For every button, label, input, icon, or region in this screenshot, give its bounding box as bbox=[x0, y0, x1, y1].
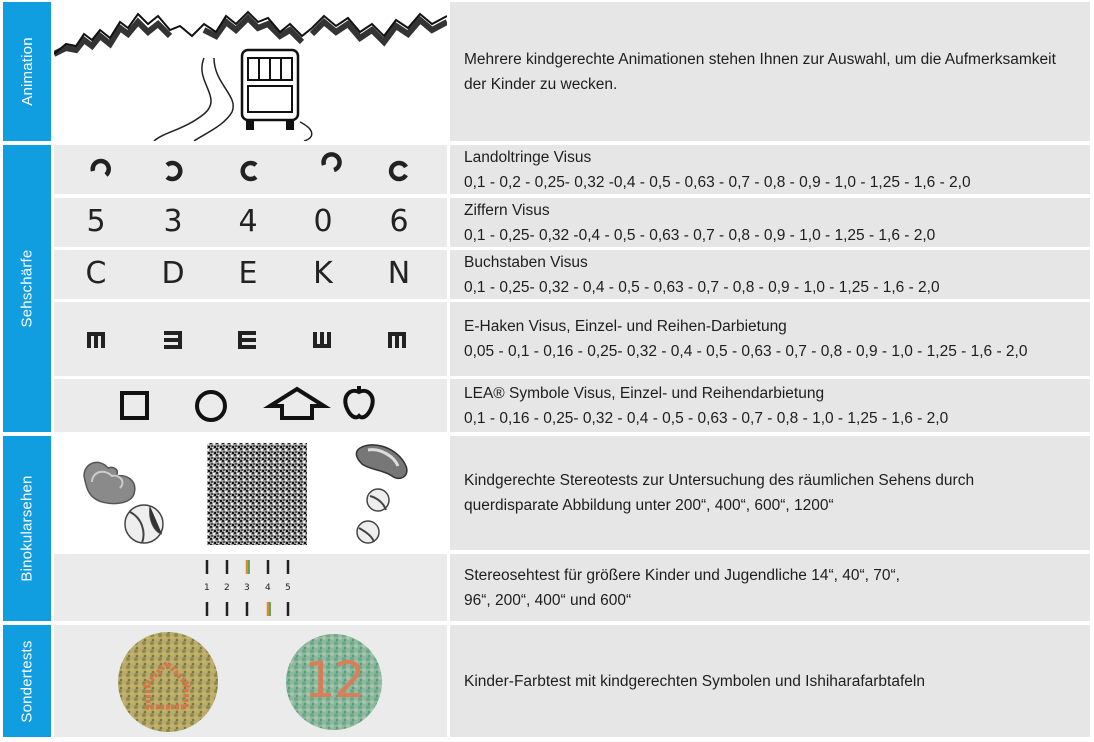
ziffern-glyph-4: 0 bbox=[313, 204, 333, 239]
lea-house-icon bbox=[270, 389, 324, 418]
ziffern-glyph-5: 6 bbox=[389, 204, 409, 239]
stereo-kids-text: Kindgerechte Stereotests zur Untersuchung des räumlichen Sehens durch querdisparate Abbildung unter 200“, 400“, 600“, 1200“ bbox=[464, 472, 975, 514]
ziffern-values: 0,1 - 0,25- 0,32 -0,4 - 0,5 - 0,63 - 0,7 - 0,8 - 0,9 - 1,0 - 1,25 - 1,6 - 2,0 bbox=[464, 226, 936, 244]
stereo-number-1: 1 bbox=[204, 583, 210, 593]
buchstaben-glyph-4: K bbox=[313, 256, 333, 291]
section-binokular-label: Binokularsehen bbox=[18, 475, 36, 582]
stereo-kids-image bbox=[54, 436, 447, 550]
stereo-number-4: 4 bbox=[265, 583, 271, 593]
buchstaben-description bbox=[450, 250, 1090, 299]
ehaken-description bbox=[450, 302, 1090, 376]
buchstaben-title: Buchstaben Visus bbox=[464, 253, 588, 271]
lea-symbols bbox=[54, 379, 447, 432]
lea-title: LEA® Symbole Visus, Einzel- und Reihendarbietung bbox=[464, 384, 825, 402]
stereo-older-description bbox=[450, 554, 1090, 621]
stereo-number-3: 3 bbox=[244, 583, 250, 593]
ziffern-glyph-3: 4 bbox=[238, 204, 258, 239]
ziffern-glyph-1: 5 bbox=[86, 204, 106, 239]
animation-image bbox=[54, 2, 447, 141]
section-binokular bbox=[3, 436, 51, 621]
buchstaben-glyph-2: D bbox=[161, 256, 185, 291]
stereo-older-text: Stereosehtest für größere Kinder und Jugendliche 14“, 40“, 70“, 96“, 200“, 400“ und 600“ bbox=[464, 566, 900, 609]
stereo-number-2: 2 bbox=[224, 583, 230, 593]
landolt-symbols bbox=[54, 145, 447, 194]
farbtest-image bbox=[54, 625, 447, 737]
section-sondertests bbox=[3, 625, 51, 737]
section-sondertests-label: Sondertests bbox=[18, 639, 36, 723]
landolt-title: Landoltringe Visus bbox=[464, 148, 592, 166]
ziffern-symbols bbox=[54, 198, 447, 247]
lea-square-icon bbox=[122, 393, 147, 418]
section-animation bbox=[3, 2, 51, 141]
lea-apple-icon bbox=[345, 386, 372, 417]
buchstaben-glyph-1: C bbox=[85, 256, 107, 291]
buchstaben-glyph-5: N bbox=[387, 256, 411, 291]
lea-description bbox=[450, 379, 1090, 432]
ehaken-symbols bbox=[54, 302, 447, 376]
ziffern-glyph-2: 3 bbox=[163, 204, 183, 239]
ehaken-values: 0,05 - 0,1 - 0,16 - 0,25- 0,32 - 0,4 - 0,5 - 0,63 - 0,7 - 0,8 - 0,9 - 1,0 - 1,25 - 1,6 - 2,0 bbox=[464, 343, 1028, 360]
buchstaben-values: 0,1 - 0,25- 0,32 - 0,4 - 0,5 - 0,63 - 0,7 - 0,8 - 0,9 - 1,0 - 1,25 - 1,6 - 2,0 bbox=[464, 278, 940, 296]
stereo-older-image bbox=[54, 554, 447, 621]
buchstaben-symbols bbox=[54, 250, 447, 299]
landolt-description bbox=[450, 145, 1090, 194]
buchstaben-glyph-3: E bbox=[238, 256, 258, 291]
section-animation-label: Animation bbox=[18, 37, 36, 106]
ehaken-title: E-Haken Visus, Einzel- und Reihen-Darbietung bbox=[464, 318, 787, 335]
ziffern-description bbox=[450, 198, 1090, 247]
farbtest-description bbox=[450, 625, 1090, 737]
ziffern-title: Ziffern Visus bbox=[464, 201, 550, 219]
section-sehschaerfe bbox=[3, 145, 51, 432]
stereo-kids-description bbox=[450, 436, 1090, 550]
section-sehschaerfe-label: Sehschärfe bbox=[18, 249, 36, 328]
lea-circle-icon bbox=[197, 392, 225, 420]
landolt-values: 0,1 - 0,2 - 0,25- 0,32 -0,4 - 0,5 - 0,63 - 0,7 - 0,8 - 0,9 - 1,0 - 1,25 - 1,6 - 2,0 bbox=[464, 173, 971, 191]
lea-values: 0,1 - 0,16 - 0,25- 0,32 - 0,4 - 0,5 - 0,63 - 0,7 - 0,8 - 1,0 - 1,25 - 1,6 - 2,0 bbox=[464, 409, 949, 427]
farbtest-plate-number: 12 bbox=[304, 651, 364, 709]
farbtest-text: Kinder-Farbtest mit kindgerechten Symbolen und Ishiharafarbtafeln bbox=[464, 672, 925, 690]
animation-text: Mehrere kindgerechte Animationen stehen Ihnen zur Auswahl, um die Aufmerksamkeit der Kinder zu wecken. bbox=[464, 50, 1056, 93]
stereo-number-5: 5 bbox=[285, 583, 291, 593]
animation-description bbox=[450, 2, 1090, 141]
